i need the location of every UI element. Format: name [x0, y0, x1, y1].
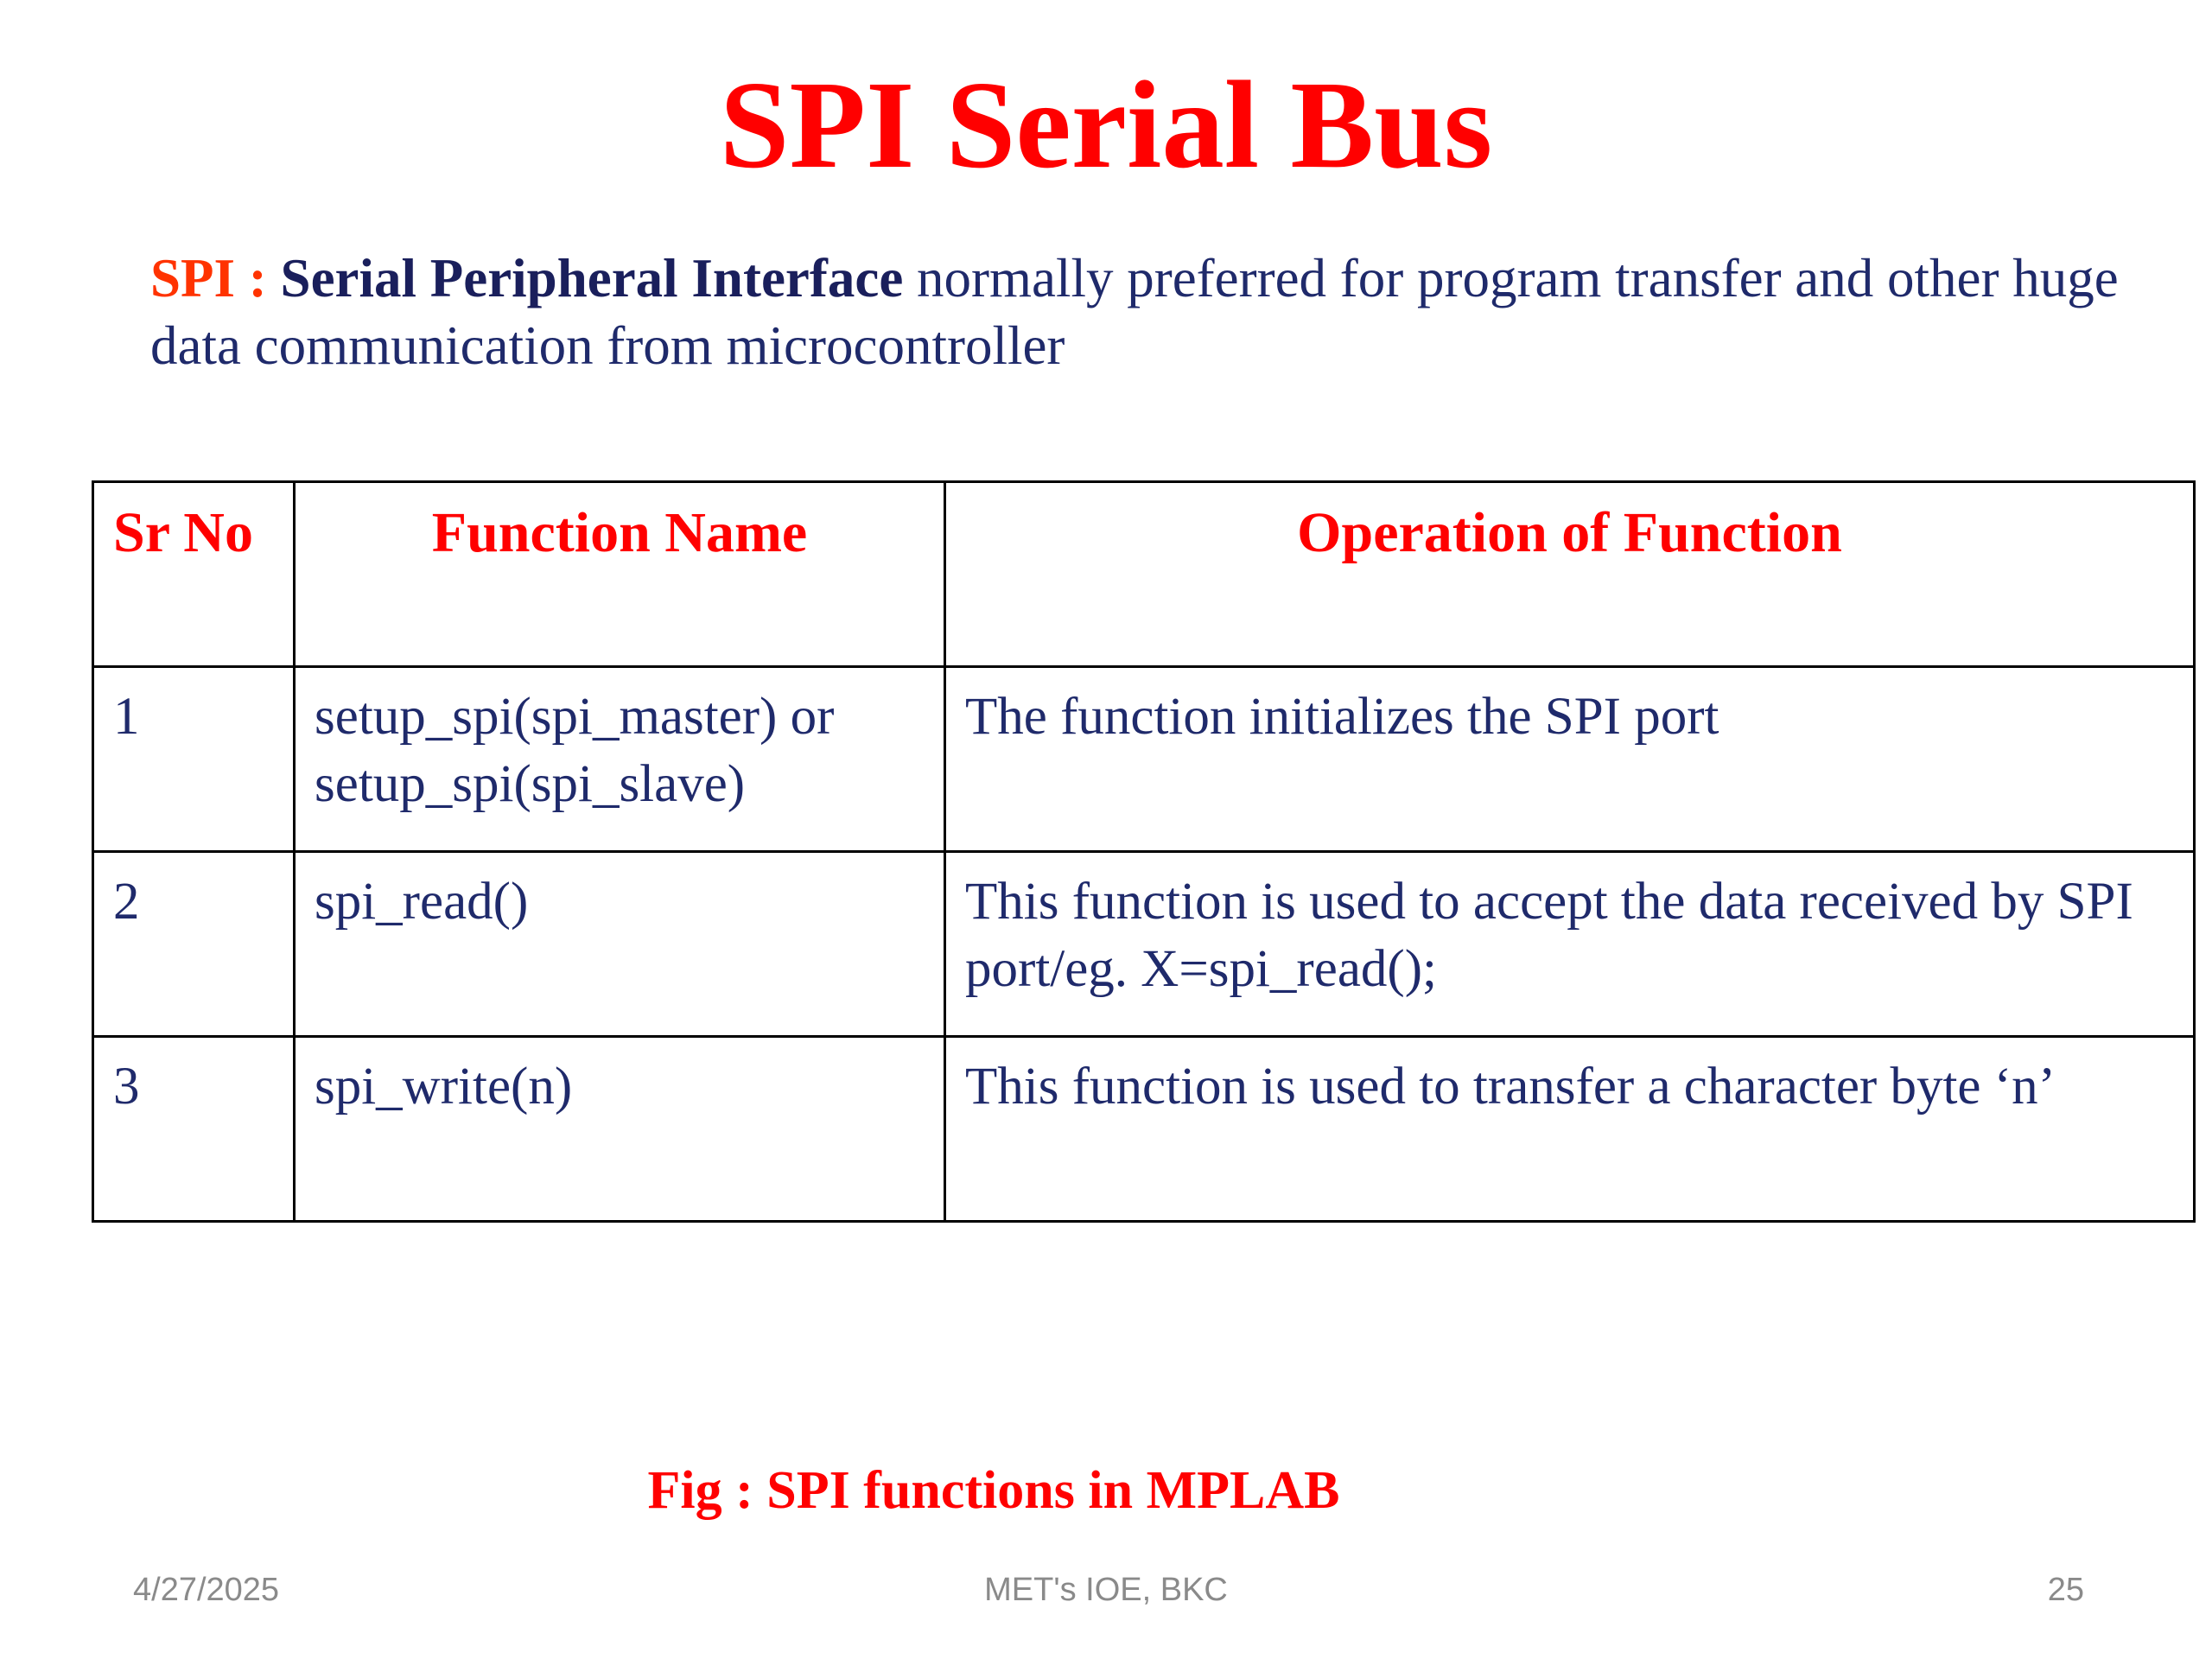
- cell-sr-no: 2: [93, 852, 295, 1037]
- function-name-line: spi_read(): [315, 873, 529, 931]
- spi-functions-table: [92, 480, 2196, 1223]
- cell-operation: This function is used to transfer a character byte ‘n’: [945, 1037, 2195, 1222]
- table-row: [93, 1037, 2195, 1222]
- intro-term: Serial Peripheral Interface: [280, 248, 904, 308]
- footer-date: 4/27/2025: [133, 1572, 280, 1608]
- header-function-name: Function Name: [295, 482, 945, 667]
- header-sr-no: Sr No: [93, 482, 295, 667]
- cell-sr-no: 1: [93, 667, 295, 852]
- cell-function-name: [295, 1037, 945, 1222]
- function-name-line: spi_write(n): [315, 1058, 573, 1116]
- table-header-row: [93, 482, 2195, 667]
- figure-caption: Fig : SPI functions in MPLAB: [647, 1461, 1340, 1520]
- header-operation: Operation of Function: [945, 482, 2195, 667]
- cell-operation: This function is used to accept the data received by SPI port/eg. X=spi_read();: [945, 852, 2195, 1037]
- cell-function-name: [295, 852, 945, 1037]
- cell-sr-no: 3: [93, 1037, 295, 1222]
- function-name-line: setup_spi(spi_master) or: [315, 688, 835, 746]
- table-row: [93, 667, 2195, 852]
- intro-abbreviation: SPI :: [150, 248, 281, 308]
- intro-description: normally preferred for program transfer and other huge data communication from microcontroller: [150, 248, 2119, 376]
- cell-operation: The function initializes the SPI port: [945, 667, 2195, 852]
- table-row: [93, 852, 2195, 1037]
- intro-paragraph: [150, 245, 2138, 379]
- function-name-line: setup_spi(spi_slave): [315, 755, 746, 813]
- footer-organization: MET's IOE, BKC: [984, 1572, 1228, 1608]
- footer-page-number: 25: [2047, 1572, 2084, 1608]
- cell-function-name: [295, 667, 945, 852]
- slide-title: SPI Serial Bus: [719, 56, 1493, 194]
